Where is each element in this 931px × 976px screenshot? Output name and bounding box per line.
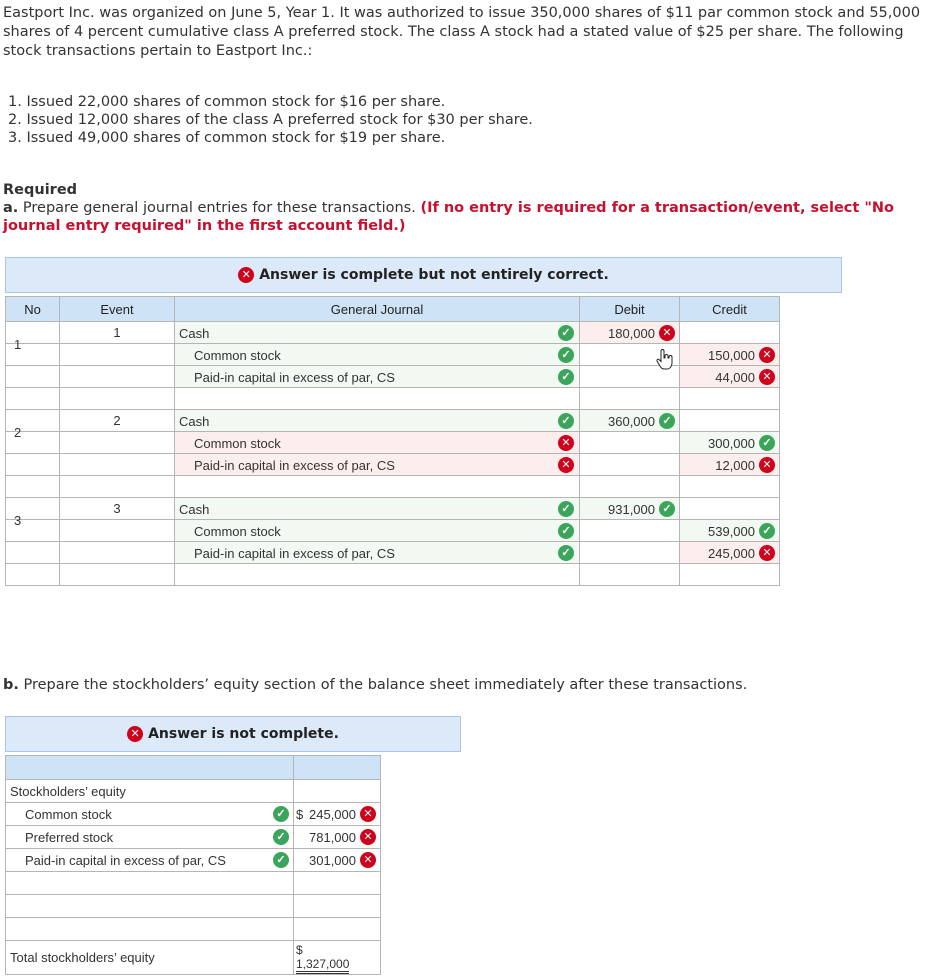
x-circle-icon: ✕ (558, 435, 574, 451)
check-circle-icon: ✓ (759, 523, 775, 539)
x-circle-icon: ✕ (360, 852, 376, 868)
event-cell (60, 454, 175, 476)
account-name: Cash (179, 326, 210, 341)
equity-section-label-cell[interactable] (6, 780, 294, 803)
account-field[interactable] (175, 344, 580, 366)
debit-field[interactable] (580, 542, 680, 564)
debit-value: 180,000 (608, 326, 655, 341)
check-circle-icon: ✓ (273, 852, 289, 868)
check-circle-icon: ✓ (659, 413, 675, 429)
x-circle-icon: ✕ (759, 347, 775, 363)
transaction-item: 3. Issued 49,000 shares of common stock for $19 per share. (8, 130, 446, 146)
x-circle-icon: ✕ (360, 829, 376, 845)
table-row (6, 432, 780, 454)
equity-account-field[interactable] (6, 849, 294, 872)
entry-no: 2 (14, 424, 22, 440)
credit-field[interactable] (680, 454, 780, 476)
account-name: Paid-in capital in excess of par, CS (194, 370, 395, 385)
account-field[interactable] (175, 454, 580, 476)
table-row (6, 542, 780, 564)
entry-no-cell (6, 454, 60, 476)
account-field[interactable] (175, 498, 580, 520)
table-row (6, 803, 381, 826)
entry-no-cell (6, 344, 60, 366)
x-circle-icon: ✕ (759, 545, 775, 561)
debit-value: 360,000 (608, 414, 655, 429)
check-circle-icon: ✓ (659, 501, 675, 517)
entry-no-cell (6, 322, 60, 352)
entry-no-cell (6, 432, 60, 454)
check-circle-icon: ✓ (759, 435, 775, 451)
equity-amount: 781,000 (309, 830, 356, 845)
x-circle-icon: ✕ (759, 369, 775, 385)
x-circle-icon: ✕ (659, 325, 675, 341)
x-circle-icon: ✕ (759, 457, 775, 473)
debit-field[interactable] (580, 432, 680, 454)
equity-amount: 245,000 (309, 807, 356, 822)
account-name: Common stock (194, 436, 281, 451)
entry-no-cell (6, 366, 60, 388)
credit-value: 150,000 (708, 348, 755, 363)
entry-no: 3 (14, 512, 22, 528)
credit-field[interactable] (680, 322, 780, 344)
equity-amount: 301,000 (309, 853, 356, 868)
check-circle-icon: ✓ (273, 806, 289, 822)
account-field[interactable] (175, 410, 580, 432)
stockholders-equity-table (5, 755, 381, 975)
table-row (6, 476, 780, 498)
account-name: Cash (179, 414, 210, 429)
equity-account-label: Common stock (25, 807, 112, 822)
banner-b-text: Answer is not complete. (148, 726, 339, 742)
debit-field[interactable] (580, 454, 680, 476)
equity-account-label: Preferred stock (25, 830, 114, 845)
general-journal-table (5, 296, 780, 586)
event-cell (60, 432, 175, 454)
credit-value: 539,000 (708, 524, 755, 539)
debit-field[interactable] (580, 498, 680, 520)
credit-value: 44,000 (715, 370, 755, 385)
table-row (6, 826, 381, 849)
check-circle-icon: ✓ (558, 413, 574, 429)
entry-no-cell (6, 410, 60, 440)
x-circle-icon: ✕ (127, 726, 143, 742)
event-no: 3 (113, 501, 121, 516)
credit-value: 300,000 (708, 436, 755, 451)
required-section (3, 181, 929, 235)
check-circle-icon: ✓ (558, 545, 574, 561)
required-heading: Required (3, 182, 78, 198)
col-header-debit: Debit (580, 297, 680, 322)
table-row (6, 322, 780, 344)
equity-account-field[interactable] (6, 803, 294, 826)
part-a-text: Prepare general journal entries for these transactions. (18, 200, 421, 216)
equity-account-label: Paid-in capital in excess of par, CS (25, 853, 226, 868)
equity-section-label: Stockholders’ equity (10, 784, 126, 799)
account-field[interactable] (175, 432, 580, 454)
credit-field[interactable] (680, 366, 780, 388)
answer-status-banner-a (5, 257, 842, 293)
account-field[interactable] (175, 322, 580, 344)
credit-field[interactable] (680, 542, 780, 564)
transaction-item: 1. Issued 22,000 shares of common stock for $16 per share. (8, 94, 446, 110)
event-no: 2 (113, 413, 121, 428)
check-circle-icon: ✓ (558, 325, 574, 341)
credit-field[interactable] (680, 344, 780, 366)
total-value-cell[interactable] (294, 941, 381, 975)
entry-no-cell (6, 498, 60, 528)
check-circle-icon: ✓ (558, 501, 574, 517)
banner-a-text: Answer is complete but not entirely correct. (259, 267, 609, 283)
event-cell (60, 410, 175, 432)
credit-value: 245,000 (708, 546, 755, 561)
transaction-item: 2. Issued 12,000 shares of the class A preferred stock for $30 per share. (8, 112, 533, 128)
col-header-event: Event (60, 297, 175, 322)
table-row (6, 388, 780, 410)
credit-field[interactable] (680, 432, 780, 454)
debit-value: 931,000 (608, 502, 655, 517)
table-row (6, 498, 780, 520)
part-a-note: (If no entry is required for a transaction/event, select "No journal entry required" in the first account field.) (3, 200, 895, 234)
table-row (6, 849, 381, 872)
account-field[interactable] (175, 542, 580, 564)
event-cell (60, 498, 175, 520)
credit-field[interactable] (680, 410, 780, 432)
table-row (6, 454, 780, 476)
table-row (6, 520, 780, 542)
col-header-no: No (6, 297, 60, 322)
account-name: Common stock (194, 348, 281, 363)
credit-field[interactable] (680, 498, 780, 520)
answer-status-banner-b (5, 716, 461, 752)
equity-account-field[interactable] (6, 826, 294, 849)
entry-no-cell (6, 542, 60, 564)
account-name: Paid-in capital in excess of par, CS (194, 546, 395, 561)
hand-pointer-icon (654, 349, 676, 371)
problem-intro: Eastport Inc. was organized on June 5, Year 1. It was authorized to issue 350,000 shares of $11 par common stock and 55,000 shares of 4 percent cumulative class A preferred stock. The class A stock had a stated value of $25 per share. The following stock transactions pertain to Eastport Inc.: (3, 5, 921, 59)
event-cell (60, 542, 175, 564)
dollar-sign: $ (296, 807, 304, 822)
total-dollar-sign: $ (296, 943, 303, 957)
transaction-list (8, 93, 533, 147)
total-equity-label: Total stockholders’ equity (10, 950, 155, 965)
part-a-label: a. (3, 200, 19, 216)
check-circle-icon: ✓ (273, 829, 289, 845)
event-cell (60, 322, 175, 344)
account-field[interactable] (175, 520, 580, 542)
account-field[interactable] (175, 366, 580, 388)
x-circle-icon: ✕ (238, 267, 254, 283)
equity-amount-field[interactable] (294, 803, 381, 826)
table-row (6, 564, 780, 586)
account-name: Common stock (194, 524, 281, 539)
col-header-credit: Credit (680, 297, 780, 322)
table-row (6, 410, 780, 432)
credit-value: 12,000 (715, 458, 755, 473)
debit-field[interactable] (580, 410, 680, 432)
equity-amount-field[interactable] (294, 826, 381, 849)
part-b-label: b. (3, 677, 19, 693)
equity-amount-field[interactable] (294, 849, 381, 872)
account-name: Paid-in capital in excess of par, CS (194, 458, 395, 473)
total-label-cell[interactable] (6, 941, 294, 975)
event-cell (60, 366, 175, 388)
entry-no: 1 (14, 336, 22, 352)
check-circle-icon: ✓ (558, 369, 574, 385)
event-no: 1 (113, 325, 121, 340)
check-circle-icon: ✓ (558, 347, 574, 363)
part-b-prompt (3, 677, 747, 693)
part-b-text: Prepare the stockholders’ equity section of the balance sheet immediately after these transactions. (18, 677, 748, 693)
credit-field[interactable] (680, 520, 780, 542)
debit-field[interactable] (580, 520, 680, 542)
event-cell (60, 520, 175, 542)
col-header-general-journal: General Journal (175, 297, 580, 322)
account-name: Cash (179, 502, 210, 517)
total-equity-value: 1,327,000 (296, 957, 349, 974)
entry-no-cell (6, 520, 60, 542)
debit-field[interactable] (580, 322, 680, 344)
check-circle-icon: ✓ (558, 523, 574, 539)
x-circle-icon: ✕ (360, 806, 376, 822)
event-cell (60, 344, 175, 366)
x-circle-icon: ✕ (558, 457, 574, 473)
